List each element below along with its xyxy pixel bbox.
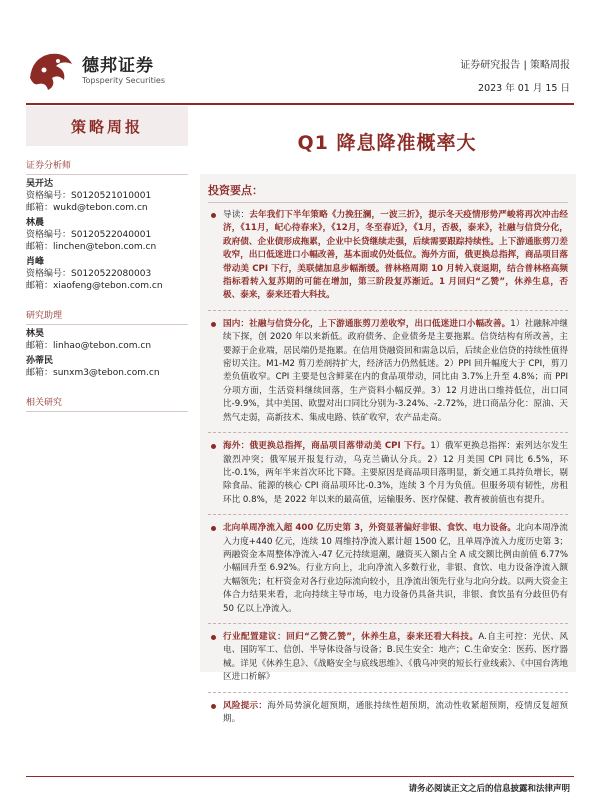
- bullet-item: [208, 209, 568, 303]
- bullet-highlight: 社融与信贷分化，上下游通胀剪刀差收窄，出口低迷进口小幅改善。: [249, 318, 511, 329]
- bullet-text: A.自主可控：光伏、风电、国防军工、信创、半导体设备与设备；B.民生安全：地产；C.生命安全：医药、医疗器械。详见《休养生息》、《战略安全与底线思维》、《俄乌冲突的短长行业线索》、《中国台湾地区进口析解》: [223, 631, 568, 683]
- analysts-section-label: 证券分析师: [26, 156, 188, 175]
- assistant-email[interactable]: linhao@tebon.com.cn: [53, 341, 152, 351]
- cert-label: 资格编号：: [26, 191, 72, 201]
- bullet-item: [208, 318, 568, 425]
- brand-logo: [26, 48, 165, 94]
- report-header: [460, 58, 570, 94]
- email-label: 邮箱：: [26, 281, 54, 291]
- bullet-item: [208, 522, 568, 616]
- bullet-head: 导读：: [223, 210, 250, 220]
- bullet-dot-icon: [211, 213, 216, 218]
- analyst-name: 林晨: [26, 218, 45, 228]
- bullet-divider: [208, 514, 568, 516]
- bullet-dot-icon: [211, 526, 216, 531]
- cert-number: S0120522080003: [71, 269, 152, 279]
- assistant-email[interactable]: sunxm3@tebon.com.cn: [53, 368, 160, 378]
- bullet-text: 海外局势演化超预期，通胀持续性超预期，流动性收紧超预期，疫情反复超预期。: [223, 700, 568, 724]
- assistant-item: [26, 328, 188, 352]
- analyst-name: 吴开达: [26, 179, 54, 189]
- key-points-heading: 投资要点：: [208, 184, 263, 197]
- report-title: Q1 降息降准概率大: [297, 132, 477, 154]
- bullet-text: 1）俄军更换总指挥：索列达尔发生激烈冲突；俄军展开报复行动，乌克兰确认分兵。2）12 月美国 CPI 同比 6.5%，环比-0.1%，两年半来首次环比下降。主要原因是商品项目落明显，新交通工具持负增长，剔除食品、能源的核心 CPI 商品项环比-0.3%，连续 3 个月为负值。但服务项有韧性，房租环比 0.8%，是 2022 年以来的最高值，运输服务、医疗保健、教育被前值也有提升。: [223, 441, 568, 505]
- related-research-label: 相关研究: [26, 393, 188, 412]
- analyst-email[interactable]: linchen@tebon.com.cn: [53, 242, 157, 252]
- footer-divider: [26, 776, 574, 777]
- header-separator: |: [523, 60, 527, 71]
- cert-number: S0120521010001: [71, 191, 152, 201]
- bullet-item: [208, 440, 568, 507]
- bullet-dot-icon: [211, 704, 216, 709]
- email-label: 邮箱：: [26, 242, 54, 252]
- cert-number: S0120522040001: [71, 230, 152, 240]
- bullet-highlight: 行业配置建议：回归“乙赞乙赞”，休养生息，泰来还看大科技。: [223, 631, 479, 642]
- brand-name: 德邦证券: [82, 56, 154, 76]
- header-divider: [26, 103, 574, 105]
- bullet-text: 1）社融脉冲继续下探，创 2020 年以来新低。政府债务、企业债务是主要拖累。信贷结构有所改善，主要源于企业端，居民端仍是拖累。在信用贷融资回和需急以后，后续企业信贷的持续性值得密切关注。M1-M2 剪刀差剖持扩大，经济活力仍然低迷。2）PPI 回升幅度大于 CPI，剪刀差负值收窄。CPI 主要是包含鲜菜在内的食品项带动，同比由 3.7%上升至 4.8%；而 PPI 分项方面，生活资料继续回落，生产资料小幅反弹。3）12 月进出口维持低位，出口同比-9.9%，其中美国、欧盟对出口同比分别为-3.24%、-2.72%，进口商品分化：原油、天然气走弱，高新技术、集成电路、铁矿收窄，农产品走高。: [223, 318, 568, 423]
- email-label: 邮箱：: [26, 203, 54, 213]
- analyst-item: [26, 217, 188, 253]
- bullet-dot-icon: [211, 322, 216, 327]
- bullet-highlight: 风险提示：: [223, 700, 268, 711]
- analyst-name: 肖峰: [26, 257, 45, 267]
- email-label: 邮箱：: [26, 341, 54, 351]
- brand-name-en: Topsperity Securities: [82, 76, 166, 85]
- analyst-item: [26, 178, 188, 214]
- assistants-section-label: 研究助理: [26, 306, 188, 325]
- footer-disclaimer: 请务必阅读正文之后的信息披露和法律声明: [408, 784, 570, 794]
- bullet-dot-icon: [211, 635, 216, 640]
- bullet-dot-icon: [211, 444, 216, 449]
- report-subcategory: 策略周报: [530, 60, 570, 71]
- bullet-head: 国内：: [223, 318, 250, 329]
- analyst-item: [26, 256, 188, 292]
- analyst-email[interactable]: xiaofeng@tebon.com.cn: [53, 281, 163, 291]
- bullet-item: [208, 631, 568, 685]
- bullet-highlight: 俄更换总指挥，商品项目落带动美 CPI 下行。: [249, 441, 431, 452]
- email-label: 邮箱：: [26, 368, 54, 378]
- bullet-divider: [208, 310, 568, 312]
- bullet-highlight: 去年我们下半年策略《力挽狂澜，一波三折》，提示冬天疫情形势严峻将再次冲击经济，《11月，屺心待春来》，《12月，冬至春近》，《1月，否极，泰来》，社融与信贷分化，政府债、企业债形成拖累，企业中长贷继续走强，后续需要跟踪持续性。上下游通胀剪刀差收窄，出口低迷进口小幅改善，基本面或仍处低位。海外方面，俄更换总指挥，商品项目落带动美 CPI 下行，美联储加息步幅渐缓。普林格周期 10 月转入衰退期，结合普林格高频指标看转入复苏期的可能在增加，第三阶段复苏渐近。1 月回归“乙赞”，休养生息，否极、泰来，泰来还看大科技。: [223, 210, 568, 301]
- assistant-name: 林昊: [26, 329, 45, 339]
- bullet-head: 海外：: [223, 441, 250, 452]
- cert-label: 资格编号：: [26, 269, 72, 279]
- cert-label: 资格编号：: [26, 230, 72, 240]
- bullet-highlight: 北向单周净流入超 400 亿历史第 3，外资显著偏好非银、食饮、电力设备。: [223, 523, 517, 534]
- bullet-text: 北向本周净流入力度+440 亿元，连续 10 周维持净流入累计超 1500 亿，且单周净流入力度历史第 3；两融资金本周整体净流入-47 亿元持续退潮，融资买入额占全 A 成交额比例由前值 6.77%小幅回升至 6.92%。行业方向上，北向净流入多数行业，非银、食饮、电力设备净流入额大幅领先；杠杆资金对各行业边际流向较小，且净流出领先行业与北向分歧。以两大资金主体合力结果来看，北向持续主导市场，电力设备仍具备共识，非银、食饮虽有分歧但仍有 50 亿以上净流入。: [223, 523, 568, 614]
- key-points-panel: [200, 174, 576, 724]
- bullet-divider: [208, 432, 568, 434]
- dragon-logo-icon: [26, 48, 76, 94]
- bullet-divider: [208, 692, 568, 694]
- assistant-item: [26, 355, 188, 379]
- bullet-item: [208, 700, 568, 727]
- report-category: 证券研究报告: [460, 60, 521, 71]
- bullet-divider: [208, 623, 568, 625]
- panel-divider: [208, 202, 568, 203]
- sidebar: [26, 106, 188, 412]
- sidebar-title: 策略周报: [26, 106, 188, 146]
- analyst-email[interactable]: wukd@tebon.com.cn: [53, 203, 148, 213]
- assistant-name: 孙蒂民: [26, 356, 54, 366]
- report-date: 2023 年 01 月 15 日: [478, 83, 570, 94]
